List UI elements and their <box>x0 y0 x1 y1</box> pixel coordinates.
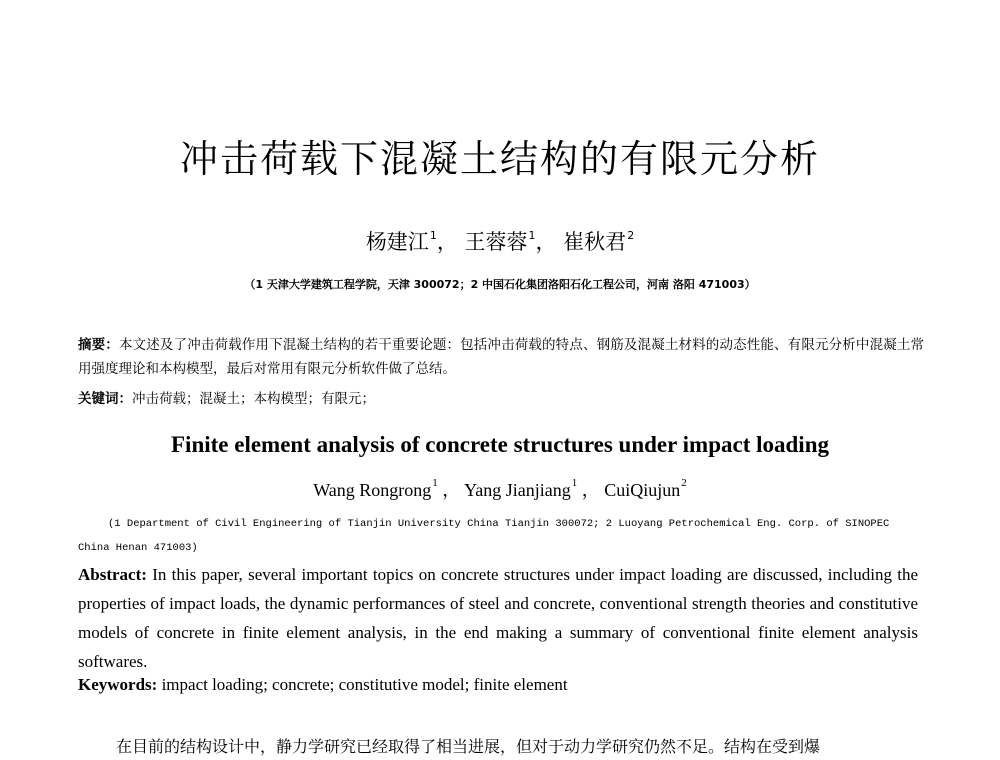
author-cn-name: 崔秋君 <box>563 230 627 254</box>
keywords-cn-text: 冲击荷载；混凝土；本构模型；有限元； <box>132 391 375 407</box>
keywords-cn <box>78 387 924 407</box>
keywords-en <box>78 675 918 695</box>
author-cn-name: 王蓉蓉 <box>464 230 528 254</box>
abstract-cn <box>78 333 924 381</box>
keywords-en-text: impact loading; concrete; constitutive model; finite element <box>157 675 568 694</box>
abstract-cn-text: 本文述及了冲击荷载作用下混凝土结构的若干重要论题：包括冲击荷载的特点、钢筋及混凝土材料的动态性能、有限元分析中混凝土常用强度理论和本构模型，最后对常用有限元分析软件做了总结。 <box>78 337 925 377</box>
authors-cn <box>0 226 1000 256</box>
author-cn-affil-mark: 1 <box>528 229 536 242</box>
author-en-name: Wang Rongrong <box>313 480 432 500</box>
author-en-affil-mark: 1 <box>571 477 578 489</box>
paper-title-cn: 冲击荷载下混凝土结构的有限元分析 <box>179 137 820 181</box>
author-en-affil-mark: 1 <box>432 477 438 489</box>
author-en-name: Yang Jianjiang <box>464 480 571 500</box>
keywords-cn-label: 关键词： <box>78 391 132 407</box>
author-cn-affil-mark: 2 <box>627 229 635 242</box>
authors-en <box>0 476 1000 502</box>
author-en-affil-mark: 2 <box>681 477 687 489</box>
abstract-en-text: In this paper, several important topics on concrete structures under impact loading are discussed, including the properties of impact loads, the dynamic performances of steel and concrete, conventional strength theories and constitutive models of concrete in finite element analysis, in the end making a summary of conventional finite element analysis softwares. <box>78 565 918 671</box>
author-separator: ， <box>577 480 600 500</box>
abstract-en <box>78 560 918 676</box>
author-en-name: CuiQiujun <box>604 480 681 500</box>
author-separator: ， <box>436 230 458 254</box>
paper-title-en: Finite element analysis of concrete structures under impact loading <box>171 432 829 457</box>
affiliation-cn: （1 天津大学建筑工程学院，天津 300072；2 中国石化集团洛阳石化工程公司，河南 洛阳 471003） <box>244 278 756 291</box>
author-cn-affil-mark: 1 <box>429 229 437 242</box>
author-separator: ， <box>437 480 461 500</box>
body-paragraph: 在目前的结构设计中，静力学研究已经取得了相当进展，但对于动力学研究仍然不足。结构在受到爆 <box>116 737 821 756</box>
affiliation-en-line: China Henan 471003) <box>78 542 198 554</box>
keywords-en-label: Keywords: <box>78 675 158 694</box>
author-cn-name: 杨建江 <box>365 230 429 254</box>
author-separator: ， <box>535 230 557 254</box>
abstract-en-label: Abstract: <box>78 565 147 584</box>
affiliation-en <box>78 512 918 560</box>
abstract-cn-label: 摘要： <box>78 337 119 353</box>
affiliation-en-line: (1 Department of Civil Engineering of Tianjin University China Tianjin 300072; 2 Luoyang Petrochemical Eng. Corp. of SINOPEC <box>108 518 890 530</box>
